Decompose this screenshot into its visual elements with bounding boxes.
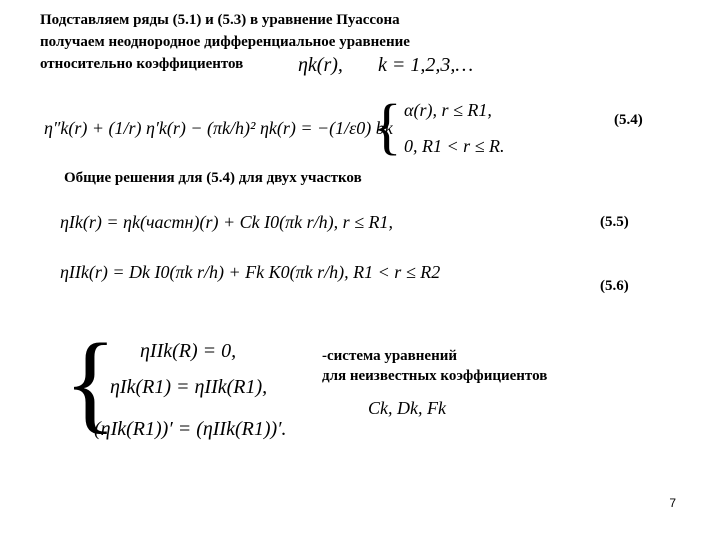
eta-k-expression: ηk(r), (298, 54, 343, 76)
general-solutions-heading: Общие решения для (5.4) для двух участков (64, 170, 362, 186)
cases-brace: { (372, 93, 402, 161)
eq-5-4-label: (5.4) (614, 112, 643, 128)
page-number: 7 (669, 496, 676, 510)
eq-5-4-case-1: α(r), r ≤ R1, (404, 100, 492, 120)
system-note-line-2: для неизвестных коэффициентов (322, 368, 548, 384)
unknown-coefficients: Ck, Dk, Fk (368, 398, 446, 418)
eq-5-6-formula: ηIIk(r) = Dk I0(πk r/h) + Fk K0(πk r/h), R1 < r ≤ R2 (60, 262, 441, 282)
system-note-line-1: -система уравнений (322, 348, 458, 364)
system-line-3: (ηIk(R1))′ = (ηIIk(R1))′. (94, 418, 287, 440)
intro-line-1: Подставляем ряды (5.1) и (5.3) в уравнение Пуассона (40, 12, 400, 28)
intro-line-2: получаем неоднородное дифференциальное уравнение (40, 34, 410, 50)
eq-5-5-label: (5.5) (600, 214, 629, 230)
eq-5-4-case-2: 0, R1 < r ≤ R. (404, 136, 505, 156)
eq-5-5-formula: ηIk(r) = ηk(частн)(r) + Ck I0(πk r/h), r ≤ R1, (60, 212, 393, 232)
system-line-1: ηIIk(R) = 0, (140, 340, 237, 362)
system-line-2: ηIk(R1) = ηIIk(R1), (110, 376, 268, 398)
intro-line-3: относительно коэффициентов (40, 56, 244, 72)
k-range-expression: k = 1,2,3,… (378, 54, 474, 76)
eq-5-6-label: (5.6) (600, 278, 629, 294)
system-brace: { (64, 321, 117, 443)
eq-5-4-lhs: η″k(r) + (1/r) η′k(r) − (πk/h)² ηk(r) = −(1/ε0) bk (44, 118, 393, 138)
